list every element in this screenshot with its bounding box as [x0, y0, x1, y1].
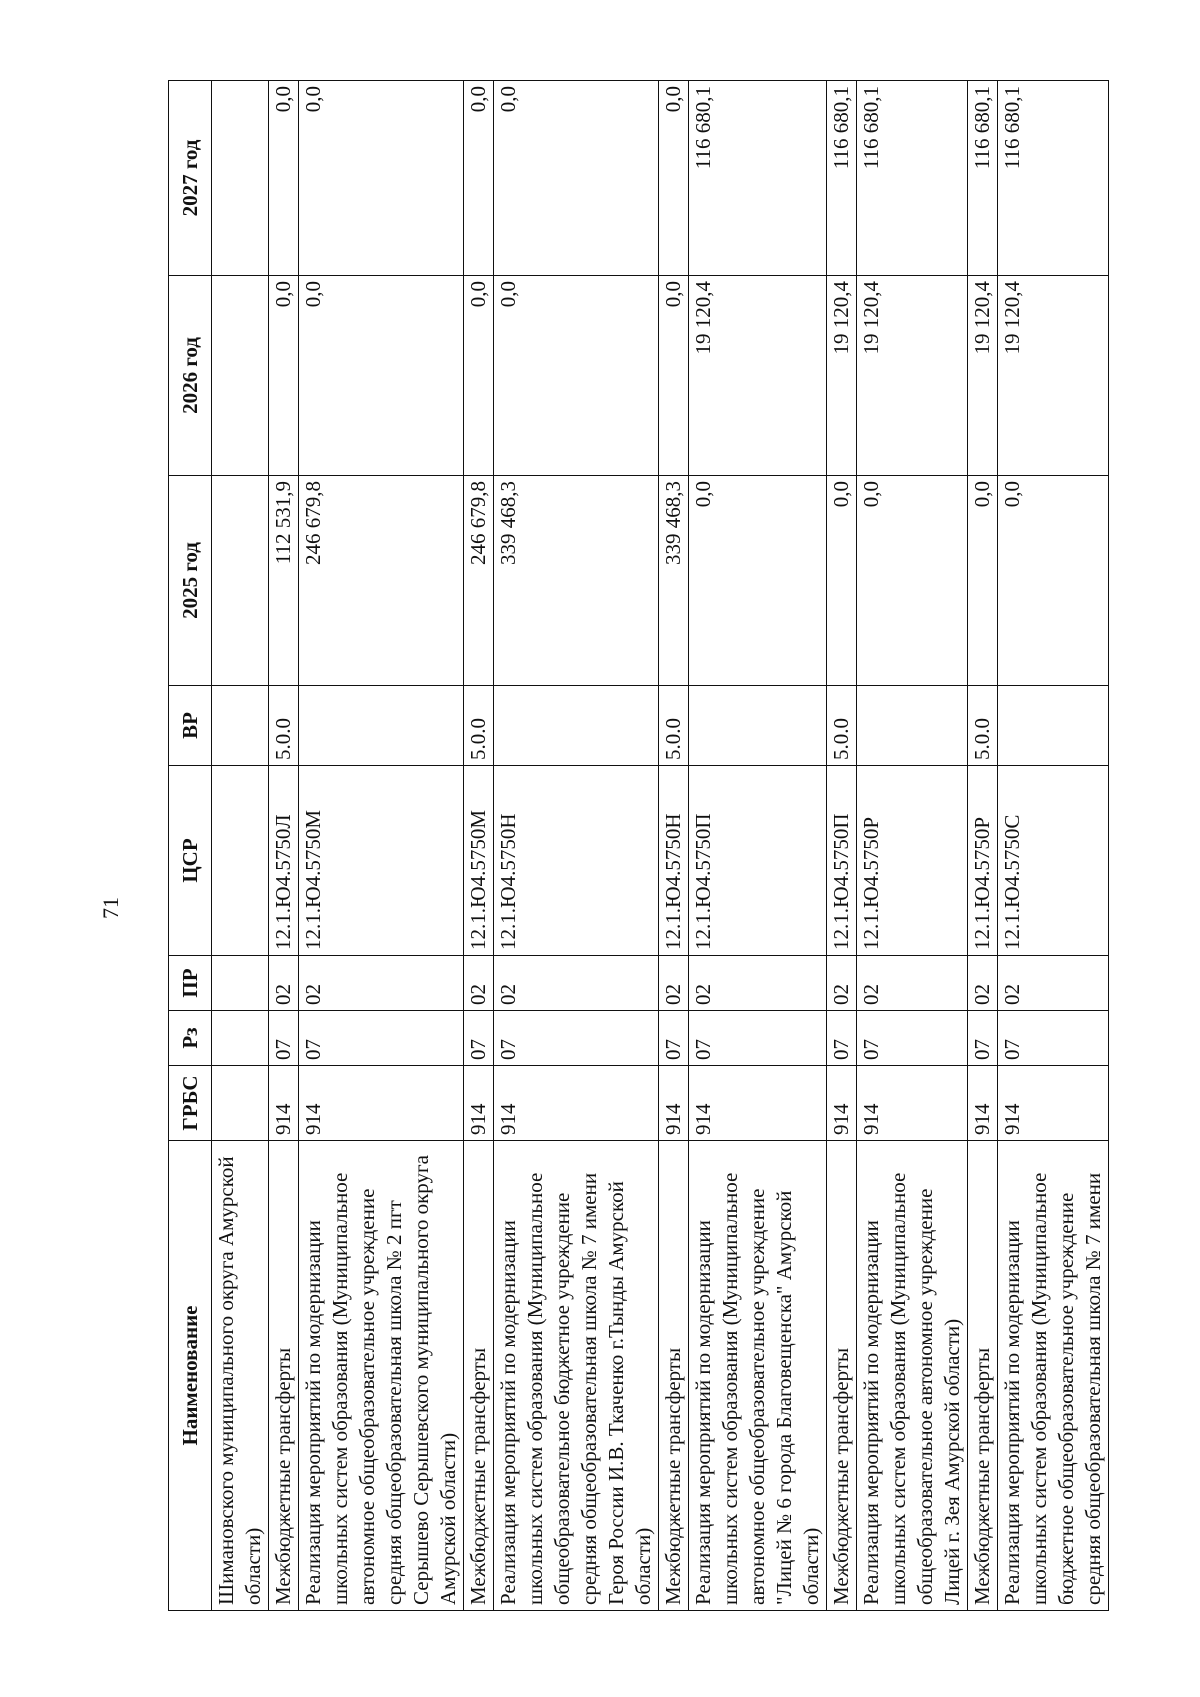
budget-table-container: [168, 81, 1105, 1611]
budget-table: [168, 80, 1109, 1611]
cell-vr: 5.0.0: [659, 686, 689, 766]
table-row: [494, 81, 659, 1611]
cell-2025: 339 468,3: [494, 476, 659, 686]
cell-pr: 02: [857, 956, 968, 1011]
cell-rz: [212, 1011, 269, 1066]
cell-pr: 02: [998, 956, 1109, 1011]
cell-csr: 12.1.Ю4.5750Н: [659, 766, 689, 956]
cell-rz: 07: [494, 1011, 659, 1066]
cell-pr: 02: [299, 956, 464, 1011]
cell-2027: 0,0: [269, 81, 299, 276]
cell-csr: 12.1.Ю4.5750М: [299, 766, 464, 956]
cell-name: Реализация мероприятий по модернизации школьных систем образования (Муниципальное общеобразовательное автономное учреждение Лицей г. Зея Амурской области): [857, 1141, 968, 1611]
cell-2025: 112 531,9: [269, 476, 299, 686]
cell-2025: 0,0: [968, 476, 998, 686]
cell-2025: 339 468,3: [659, 476, 689, 686]
cell-grbs: 914: [269, 1066, 299, 1141]
table-row: [464, 81, 494, 1611]
cell-name: Шимановского муниципального округа Амурской области): [212, 1141, 269, 1611]
cell-csr: [212, 766, 269, 956]
cell-grbs: 914: [968, 1066, 998, 1141]
cell-rz: 07: [827, 1011, 857, 1066]
cell-pr: 02: [968, 956, 998, 1011]
header-vr: ВР: [169, 686, 212, 766]
cell-rz: 07: [689, 1011, 827, 1066]
table-row: [212, 81, 269, 1611]
table-row: [269, 81, 299, 1611]
cell-2026: 0,0: [299, 276, 464, 476]
cell-vr: [494, 686, 659, 766]
cell-name: Межбюджетные трансферты: [659, 1141, 689, 1611]
cell-2026: 0,0: [269, 276, 299, 476]
cell-pr: 02: [464, 956, 494, 1011]
cell-vr: 5.0.0: [827, 686, 857, 766]
cell-2027: 0,0: [659, 81, 689, 276]
cell-2025: 0,0: [857, 476, 968, 686]
cell-vr: 5.0.0: [968, 686, 998, 766]
cell-grbs: [212, 1066, 269, 1141]
cell-name: Межбюджетные трансферты: [269, 1141, 299, 1611]
cell-vr: 5.0.0: [269, 686, 299, 766]
cell-2027: 0,0: [464, 81, 494, 276]
table-row: [659, 81, 689, 1611]
cell-2027: 0,0: [494, 81, 659, 276]
cell-name: Реализация мероприятий по модернизации школьных систем образования (Муниципальное бюджетное общеобразовательное учреждение средняя общеобразовательная школа № 7 имени: [998, 1141, 1109, 1611]
cell-grbs: 914: [857, 1066, 968, 1141]
cell-csr: 12.1.Ю4.5750Л: [269, 766, 299, 956]
cell-csr: 12.1.Ю4.5750М: [464, 766, 494, 956]
table-row: [299, 81, 464, 1611]
cell-pr: 02: [689, 956, 827, 1011]
cell-vr: [212, 686, 269, 766]
cell-2025: 246 679,8: [299, 476, 464, 686]
page-number: 71: [98, 897, 123, 919]
cell-grbs: 914: [659, 1066, 689, 1141]
cell-2027: 116 680,1: [968, 81, 998, 276]
cell-2025: 0,0: [827, 476, 857, 686]
header-grbs: ГРБС: [169, 1066, 212, 1141]
cell-2026: [212, 276, 269, 476]
header-2027: 2027 год: [169, 81, 212, 276]
cell-pr: [212, 956, 269, 1011]
cell-name: Реализация мероприятий по модернизации школьных систем образования (Муниципальное автономное общеобразовательное учреждение средняя общеобразовательная школа № 2 пгт Серышево Серышевского муниципального округа Амурской области): [299, 1141, 464, 1611]
cell-2027: 116 680,1: [857, 81, 968, 276]
cell-vr: [689, 686, 827, 766]
table-header-row: [169, 81, 212, 1611]
cell-vr: 5.0.0: [464, 686, 494, 766]
cell-csr: 12.1.Ю4.5750Р: [968, 766, 998, 956]
cell-rz: 07: [269, 1011, 299, 1066]
header-2026: 2026 год: [169, 276, 212, 476]
cell-grbs: 914: [494, 1066, 659, 1141]
header-rz: Рз: [169, 1011, 212, 1066]
table-row: [689, 81, 827, 1611]
cell-name: Межбюджетные трансферты: [827, 1141, 857, 1611]
cell-grbs: 914: [299, 1066, 464, 1141]
cell-vr: [998, 686, 1109, 766]
table-row: [857, 81, 968, 1611]
cell-name: Реализация мероприятий по модернизации школьных систем образования (Муниципальное общеобразовательное бюджетное учреждение средняя общеобразовательная школа № 7 имени Героя России И.В. Ткаченко г.Тынды Амурской области): [494, 1141, 659, 1611]
cell-csr: 12.1.Ю4.5750П: [689, 766, 827, 956]
cell-2025: [212, 476, 269, 686]
cell-grbs: 914: [464, 1066, 494, 1141]
cell-pr: 02: [659, 956, 689, 1011]
cell-csr: 12.1.Ю4.5750Р: [857, 766, 968, 956]
cell-2026: 19 120,4: [689, 276, 827, 476]
cell-csr: 12.1.Ю4.5750П: [827, 766, 857, 956]
cell-2025: 246 679,8: [464, 476, 494, 686]
cell-2026: 0,0: [659, 276, 689, 476]
cell-csr: 12.1.Ю4.5750С: [998, 766, 1109, 956]
cell-2027: 0,0: [299, 81, 464, 276]
cell-2027: 116 680,1: [689, 81, 827, 276]
cell-rz: 07: [464, 1011, 494, 1066]
cell-2026: 0,0: [464, 276, 494, 476]
cell-grbs: 914: [689, 1066, 827, 1141]
cell-rz: 07: [998, 1011, 1109, 1066]
cell-csr: 12.1.Ю4.5750Н: [494, 766, 659, 956]
cell-2026: 19 120,4: [827, 276, 857, 476]
cell-rz: 07: [968, 1011, 998, 1066]
cell-2027: 116 680,1: [998, 81, 1109, 276]
header-name: Наименование: [169, 1141, 212, 1611]
cell-2027: [212, 81, 269, 276]
cell-grbs: 914: [827, 1066, 857, 1141]
table-row: [827, 81, 857, 1611]
cell-rz: 07: [299, 1011, 464, 1066]
cell-2026: 19 120,4: [998, 276, 1109, 476]
cell-vr: [857, 686, 968, 766]
cell-rz: 07: [659, 1011, 689, 1066]
cell-name: Реализация мероприятий по модернизации школьных систем образования (Муниципальное автономное общеобразовательное учреждение "Лицей № 6 города Благовещенска" Амурской области): [689, 1141, 827, 1611]
cell-2025: 0,0: [998, 476, 1109, 686]
cell-2027: 116 680,1: [827, 81, 857, 276]
cell-vr: [299, 686, 464, 766]
cell-pr: 02: [494, 956, 659, 1011]
cell-grbs: 914: [998, 1066, 1109, 1141]
cell-2026: 0,0: [494, 276, 659, 476]
cell-name: Межбюджетные трансферты: [968, 1141, 998, 1611]
header-2025: 2025 год: [169, 476, 212, 686]
cell-2026: 19 120,4: [857, 276, 968, 476]
cell-2026: 19 120,4: [968, 276, 998, 476]
cell-2025: 0,0: [689, 476, 827, 686]
table-row: [968, 81, 998, 1611]
cell-rz: 07: [857, 1011, 968, 1066]
table-row: [998, 81, 1109, 1611]
cell-pr: 02: [269, 956, 299, 1011]
header-csr: ЦСР: [169, 766, 212, 956]
cell-name: Межбюджетные трансферты: [464, 1141, 494, 1611]
cell-pr: 02: [827, 956, 857, 1011]
header-pr: ПР: [169, 956, 212, 1011]
